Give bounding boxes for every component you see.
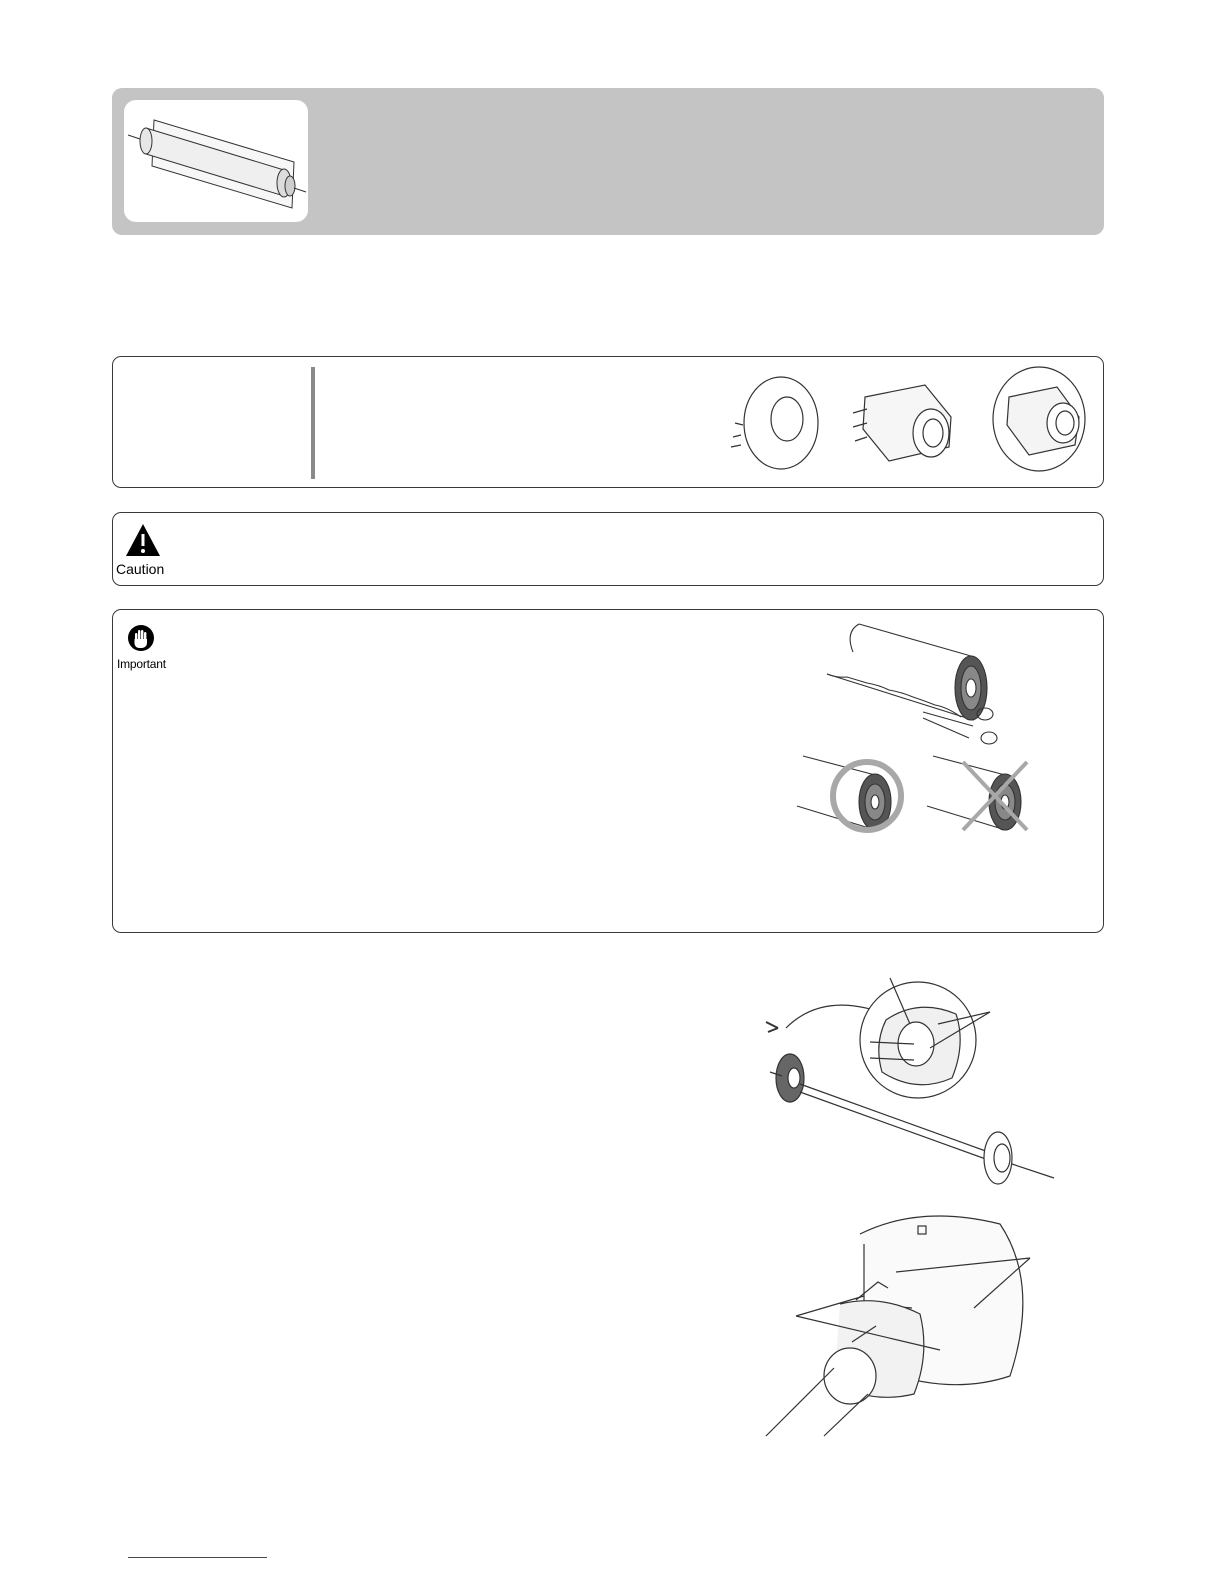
roll-holder-with-ring-illustration: [979, 363, 1091, 475]
stop-hand-icon: [127, 624, 155, 652]
caution-label: Caution: [116, 561, 165, 577]
incorrect-roll-illustration: [923, 750, 1035, 838]
attachment-ring-illustration: [723, 373, 823, 473]
paper-roll-holder-icon: [124, 100, 308, 222]
roll-holder-shaft-illustration: [750, 968, 1070, 1198]
header-thumbnail: [124, 100, 308, 222]
roll-holder-illustration: [845, 377, 961, 469]
roll-holder-detail-illustration: [760, 1204, 1050, 1440]
box-divider: [311, 367, 315, 479]
cut-roll-edge-illustration: [823, 616, 1013, 748]
correct-roll-illustration: [793, 750, 905, 838]
footer-link-underline[interactable]: [128, 1557, 267, 1558]
warning-triangle-icon: [125, 523, 161, 557]
important-box: [112, 609, 1104, 933]
important-label: Important: [117, 657, 166, 671]
compatibility-box: [112, 356, 1104, 488]
header-band: [112, 88, 1104, 235]
caution-box: [112, 512, 1104, 586]
